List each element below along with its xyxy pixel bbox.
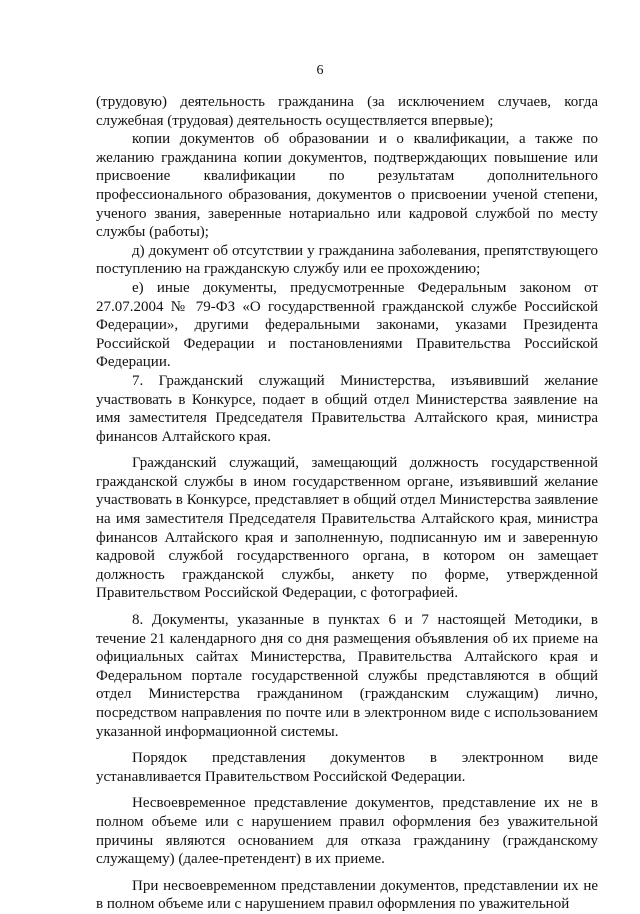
paragraph-other-agency-servant: Гражданский служащий, замещающий должность государственной гражданской службы в ином государственном органе, изъявивший желание участвовать в Конкурсе, представляет в общий отдел Министерства заявление на имя заместителя Председателя Правительства Алтайского края, министра финансов Алтайского края и заполненную, подписанную им и заверенную кадровой службой государственного органа, в котором он замещает должность гражданской службы, анкету по форме, утвержденной Правительством Российской Федерации, с фотографией. <box>96 455 598 602</box>
paragraph-valid-reason: При несвоевременном представлении документов, представлении их не в полном объеме или с нарушением правил оформления по уважительной <box>96 877 598 913</box>
paragraph-item-e: е) иные документы, предусмотренные Федеральным законом от 27.07.2004 № 79-ФЗ «О государственной гражданской службе Российской Федерации», другими федеральными законами, указами Президента Российской Федерации и постановлениями Правительства Российской Федерации. <box>96 279 598 371</box>
paragraph-section-7: 7. Гражданский служащий Министерства, изъявивший желание участвовать в Конкурсе, подает в общий отдел Министерства заявление на имя заместителя Председателя Правительства Алтайского края, министра финансов Алтайского края. <box>96 372 598 445</box>
paragraph-late-submission: Несвоевременное представление документов, представление их не в полном объеме или с нарушением правил оформления без уважительной причины являются основанием для отказа гражданину (гражданскому служащему) (далее-претендент) в их приеме. <box>96 795 598 868</box>
document-body <box>96 93 598 914</box>
paragraph-section-8: 8. Документы, указанные в пунктах 6 и 7 настоящей Методики, в течение 21 календарного дня со дня размещения объявления об их приеме на официальных сайтах Министерства, Правительства Алтайского края и Федеральном портале государственной службы представляются в общий отдел Министерства гражданином (гражданским служащим) лично, посредством направления по почте или в электронном виде с использованием указанной информационной системы. <box>96 612 598 740</box>
page-number: 6 <box>316 63 324 78</box>
paragraph-education-copies: копии документов об образовании и о квалификации, а также по желанию гражданина копии документов, подтверждающих повышение или присвоение квалификации по результатам дополнительного профессионального образования, документов о присвоении ученой степени, ученого звания, заверенные нотариально или кадровой службой по месту службы (работы); <box>96 131 598 241</box>
paragraph-item-d: д) документ об отсутствии у гражданина заболевания, препятствующего поступлению на гражданскую службу или ее прохождению; <box>96 242 598 278</box>
paragraph-work-activity: (трудовую) деятельность гражданина (за исключением случаев, когда служебная (трудовая) деятельность осуществляется впервые); <box>96 94 598 129</box>
paragraph-electronic-order: Порядок представления документов в электронном виде устанавливается Правительством Российской Федерации. <box>96 750 598 785</box>
